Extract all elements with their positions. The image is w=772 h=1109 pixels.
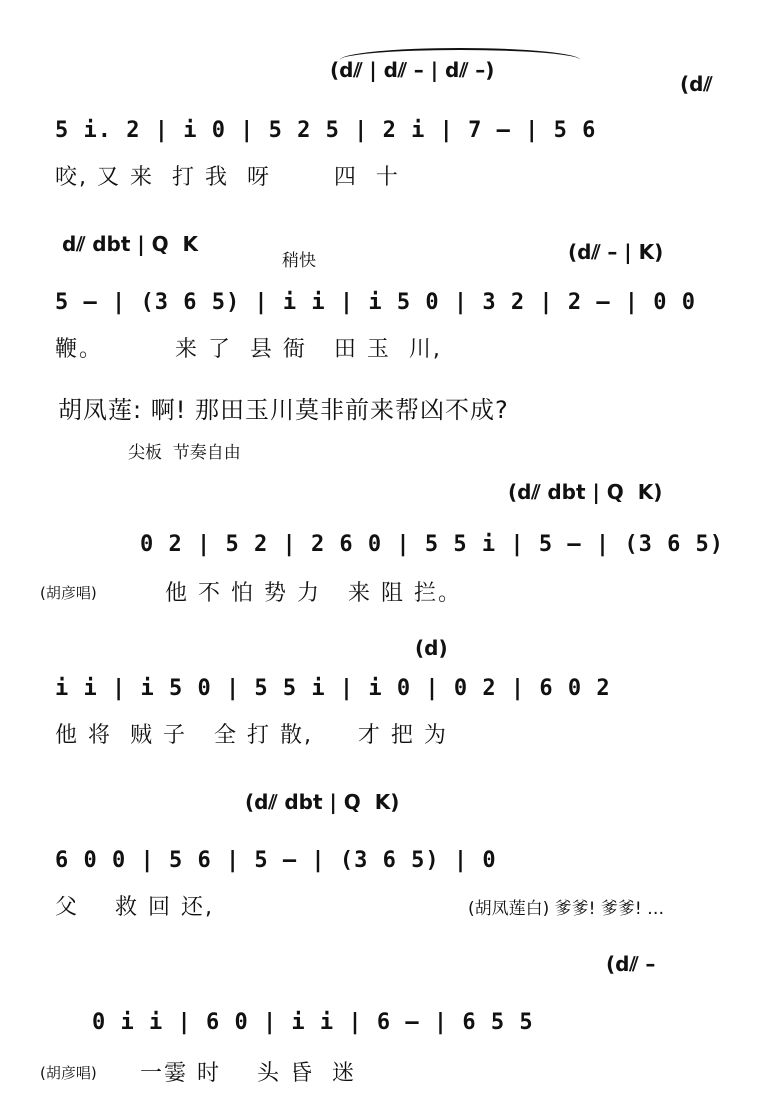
percussion-line: (d⫽ dbt | Q K)	[245, 790, 400, 814]
tempo-marking: 稍快	[282, 251, 316, 271]
singer-label: (胡彦唱)	[40, 584, 97, 602]
tempo-marking: 尖板 节奏自由	[128, 443, 241, 463]
lyric-line: 父 救 回 还,	[55, 895, 214, 920]
lyric-line: 他 将 贼 子 全 打 散, 才 把 为	[55, 723, 448, 748]
note-line: 5 i. 2 | i 0 | 5 2 5 | 2 i | 7 – | 5 6	[55, 118, 597, 143]
note-line: 0 2 | 5 2 | 2 6 0 | 5 5 i | 5 – | (3 6 5)	[140, 532, 725, 557]
lyric-line: 咬, 又 来 打 我 呀 四 十	[55, 165, 400, 190]
percussion-line: (d⫽ | d⫽ – | d⫽ –)	[330, 58, 495, 82]
percussion-right: (d⫽ – | K)	[568, 240, 664, 264]
percussion-line: d⫽ dbt | Q K	[62, 232, 199, 256]
singer-label: (胡彦唱)	[40, 1064, 97, 1082]
slur	[340, 48, 580, 60]
lyric-line: 鞭。 来 了 县 衙 田 玉 川,	[55, 337, 442, 362]
note-line: i i | i 5 0 | 5 5 i | i 0 | 0 2 | 6 0 2	[55, 676, 611, 701]
percussion-line: (d)	[415, 636, 448, 660]
percussion-right: (d⫽	[680, 72, 713, 96]
spoken-line: 胡凤莲: 啊! 那田玉川莫非前来帮凶不成?	[58, 396, 509, 424]
lyric-line: 他 不 怕 势 力 来 阻 拦。	[165, 581, 462, 606]
lyric-line: 一霎 时 头 昏 迷	[140, 1061, 356, 1086]
note-line: 5 – | (3 6 5) | i i | i 5 0 | 3 2 | 2 – | 0 0	[55, 290, 697, 315]
percussion-line: (d⫽ –	[606, 952, 656, 976]
speaker-note: (胡凤莲白) 爹爹! 爹爹! …	[468, 899, 665, 919]
note-line: 0 i i | 6 0 | i i | 6 – | 6 5 5	[92, 1010, 534, 1035]
percussion-right: (d⫽ dbt | Q K)	[508, 480, 663, 504]
note-line: 6 0 0 | 5 6 | 5 – | (3 6 5) | 0	[55, 848, 497, 873]
